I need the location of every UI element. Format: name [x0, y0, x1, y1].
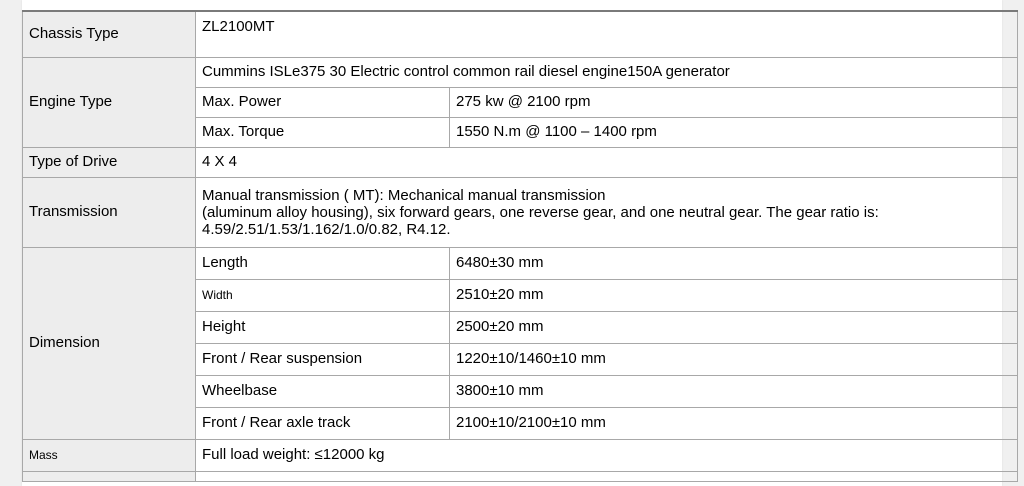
chassis-type-label: Chassis Type	[23, 11, 196, 57]
transmission-label: Transmission	[23, 177, 196, 247]
dimension-label: Dimension	[23, 247, 196, 439]
transmission-line: 4.59/2.51/1.53/1.162/1.0/0.82, R4.12.	[202, 220, 451, 238]
specification-table	[22, 10, 1018, 482]
table-row	[23, 147, 1018, 177]
empty-cell	[23, 471, 196, 481]
mass-value: Full load weight: ≤12000 kg	[196, 439, 1018, 471]
table-row	[23, 11, 1018, 57]
drive-type-value: 4 X 4	[196, 147, 1018, 177]
dimension-row-label: Front / Rear axle track	[196, 407, 450, 439]
max-power-label: Max. Power	[196, 87, 450, 117]
max-torque-value: 1550 N.m @ 1100 – 1400 rpm	[450, 117, 1018, 147]
table-row	[23, 439, 1018, 471]
drive-type-label: Type of Drive	[23, 147, 196, 177]
empty-cell	[196, 471, 1018, 481]
table-row	[23, 57, 1018, 87]
transmission-value	[196, 177, 1018, 247]
engine-description: Cummins ISLe375 30 Electric control common rail diesel engine150A generator	[196, 57, 1018, 87]
mass-label: Mass	[23, 439, 196, 471]
dimension-row-label: Wheelbase	[196, 375, 450, 407]
table-row	[23, 471, 1018, 481]
dimension-row-label: Front / Rear suspension	[196, 343, 450, 375]
dimension-row-label: Width	[196, 279, 450, 311]
dimension-row-value: 2500±20 mm	[450, 311, 1018, 343]
dimension-row-value: 6480±30 mm	[450, 247, 1018, 279]
max-torque-label: Max. Torque	[196, 117, 450, 147]
dimension-row-value: 2510±20 mm	[450, 279, 1018, 311]
max-power-value: 275 kw @ 2100 rpm	[450, 87, 1018, 117]
dimension-row-value: 3800±10 mm	[450, 375, 1018, 407]
chassis-type-value: ZL2100MT	[196, 11, 1018, 57]
table-row	[23, 177, 1018, 247]
transmission-line: Manual transmission ( MT): Mechanical manual transmission	[202, 186, 606, 204]
engine-type-label: Engine Type	[23, 57, 196, 147]
dimension-row-label: Height	[196, 311, 450, 343]
dimension-row-label: Length	[196, 247, 450, 279]
dimension-row-value: 1220±10/1460±10 mm	[450, 343, 1018, 375]
transmission-line: (aluminum alloy housing), six forward gears, one reverse gear, and one neutral gear. The gear ratio is:	[202, 203, 879, 221]
table-row	[23, 247, 1018, 279]
dimension-row-value: 2100±10/2100±10 mm	[450, 407, 1018, 439]
